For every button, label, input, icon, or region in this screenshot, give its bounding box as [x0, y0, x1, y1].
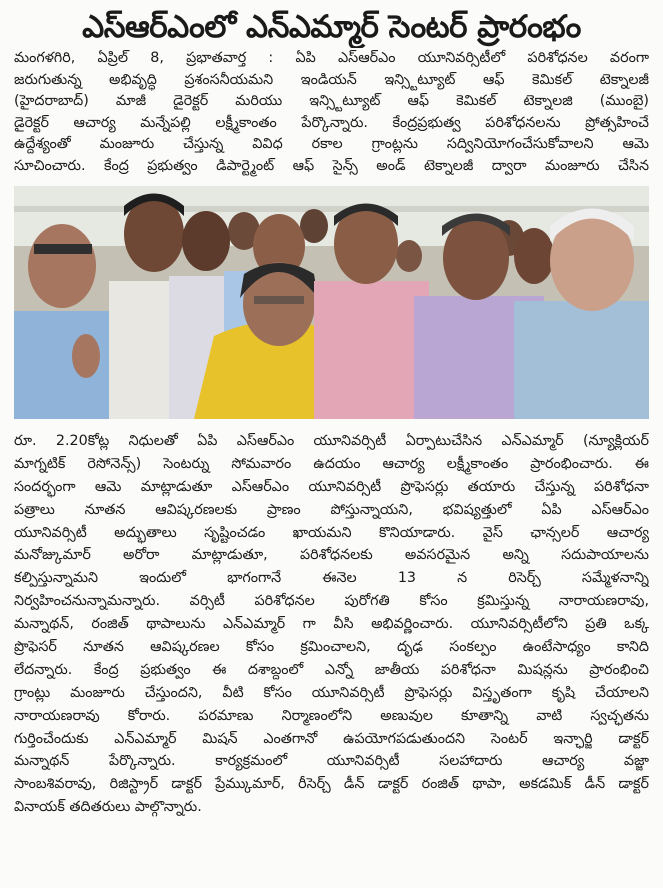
article-line: (హైదరాబాద్) మాజీ డైరెక్టర్ మరియు ఇన్స్టిట్యూట్ ఆఫ్ కెమికల్ టెక్నాలజి (ముంబై): [14, 93, 649, 109]
article-line: లేదన్నారు. కేంద్ర ప్రభుత్వం ఈ దశాబ్దంలో ఎన్నో జాతీయ పరిశోధనా మిషన్లను ప్రారంభించి: [14, 661, 649, 678]
article-line: గుర్తించేందుకు ఎన్ఎమ్మార్ మిషన్ ఎంతగానో ఉపయోగపడుతుందని సెంటర్ ఇన్ఛార్జి డాక్టర్: [14, 730, 649, 747]
article-line: వినాయక్ తదితరులు పాల్గొన్నారు.: [14, 799, 202, 816]
article-line: మన్నాథన్, రంజిత్ థాపాలును ఎన్ఎమ్మార్ గా వీసి అభివర్ణించారు. యూనివర్సిటీలోని ప్రతి ఒక్క: [14, 616, 649, 633]
article-line: డైరెక్టర్ ఆచార్య మన్నేపల్లి లక్ష్మీకాంతం పేర్కొన్నారు. కేంద్రప్రభుత్వ పరిశోధనలను ప్రోత్సహించే: [14, 114, 649, 131]
article-body: [14, 430, 649, 819]
news-photo: [14, 186, 649, 419]
article-line: గ్రాంట్లు మంజూరు చేస్తుందని, వీటి కోసం యూనివర్సిటీ ప్రొఫెసర్లు విస్తృతంగా కృషి చేయాలని: [14, 684, 649, 701]
article-intro: [14, 48, 649, 177]
group-photo-illustration: [14, 186, 649, 419]
article-line: జరుగుతున్న అభివృద్ధి ప్రశంసనీయమని ఇండియన్ ఇన్స్టిట్యూట్ ఆఫ్ కెమికల్ టెక్నాలజీ: [14, 71, 649, 88]
article-line: మనోజ్కుమార్ అరోరా మాట్లాడుతూ, పరిశోధనలకు అవసరమైన అన్ని సదుపాయాలను: [14, 547, 649, 564]
article-line: యూనివర్సిటీ అద్భుతాలు సృష్టించడం ఖాయమని కొనియాడారు. వైస్ ఛాన్సలర్ ఆచార్య: [14, 524, 649, 541]
article-line: సూచించారు. కేంద్ర ప్రభుత్వం డిపార్ట్మెంట్ ఆఫ్ సైన్స్ అండ్ టెక్నాలజీ ద్వారా మంజూరు చేసిన: [14, 157, 649, 174]
headline: ఎస్ఆర్ఎంలో ఎన్ఎమ్మార్ సెంటర్ ప్రారంభం: [82, 9, 581, 45]
article-line: నారాయణరావు కోరారు. పరమాణు నిర్మాణంలోని అణువుల కూతాన్ని వాటి స్వచ్ఛతను: [14, 707, 649, 724]
article-line: పత్రాలు నూతన ఆవిష్కరణలకు ప్రాణం పోస్తున్నాయని, భవిష్యత్తులో ఏపి ఎస్ఆర్ఎం: [14, 501, 649, 518]
article-line: మంగళగిరి, ఏప్రిల్ 8, ప్రభాతవార్త : ఏపి ఎస్ఆర్ఎం యూనివర్సిటీలో పరిశోధనల వరంగా: [14, 50, 649, 66]
article-line: కల్పిస్తున్నామని ఇందులో భాగంగానే ఈనెల 13 న రిసెర్చ్ సమ్మేళనాన్ని: [14, 570, 649, 587]
article-line: సందర్భంగా ఆమె మాట్లాడుతూ ఎస్ఆర్ఎం యూనివర్సిటీ ప్రొఫెసర్లు తయారు చేస్తున్న పరిశోధనా: [14, 478, 649, 495]
article-line: మన్నాథన్ పేర్కొన్నారు. కార్యక్రమంలో యూనివర్సిటీ సలహాదారు ఆచార్య వజ్జా: [14, 753, 649, 770]
article-line: మాగ్నటిక్ రెసోనెన్స్) సెంటర్ను సోమవారం ఉదయం ఆచార్య లక్ష్మీకాంతం ప్రారంభించారు. ఈ: [14, 455, 649, 472]
article-line: సాంబశివరావు, రిజిస్ట్రార్ డాక్టర్ ప్రేమ్కుమార్, రీసెర్చ్ డీన్ డాక్టర్ రంజిత్ థాపా, అకడమిక్ డీన్ డాక్టర్: [14, 776, 649, 793]
article-line: ప్రొఫెసర్ నూతన ఆవిష్కరణల కోసం క్రమించాలని, దృఢ సంకల్పం ఉంటేసాధ్యం కానిది: [14, 639, 649, 656]
article-line: ఉద్దేశ్యంతో మంజూరు చేస్తున్న వివిధ రకాల గ్రాంట్లను సద్వినియోగంచేసుకోవాలని ఆమె: [14, 136, 649, 152]
article-line: రూ. 2.20కోట్ల నిధులతో ఏపి ఎస్ఆర్ఎం యూనివర్సిటీ ఏర్పాటుచేసిన ఎన్ఎమ్మార్ (న్యూక్లియర్: [14, 433, 649, 449]
article-line: నిర్వహించనున్నామన్నారు. వర్సిటీ పరిశోధనల పురోగతి కోసం క్రమిస్తున్న నారాయణరావు,: [14, 593, 649, 610]
